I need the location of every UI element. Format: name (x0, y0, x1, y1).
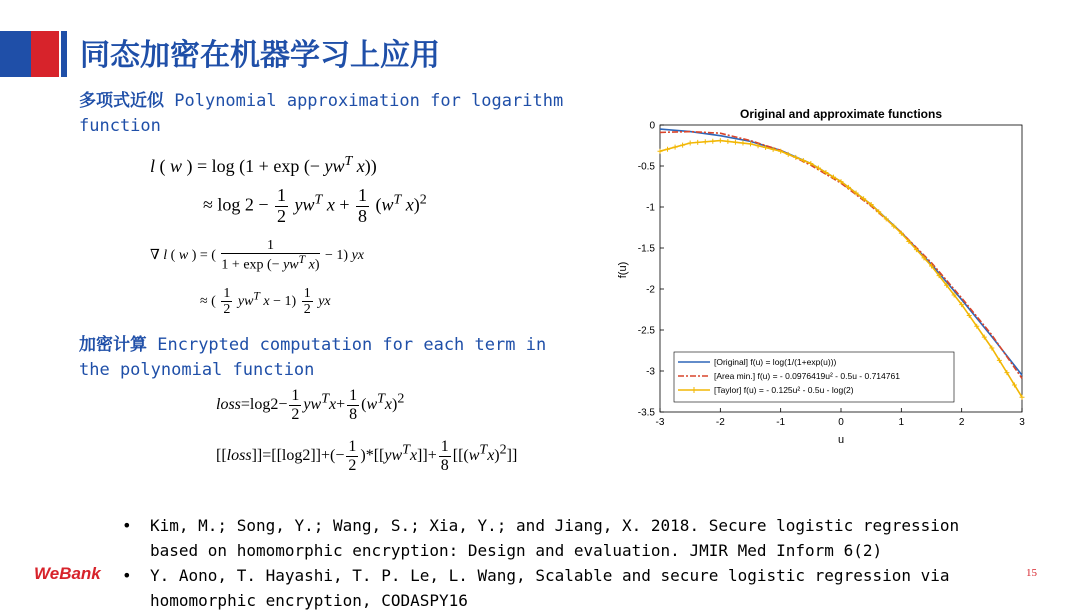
header-bar-divider (61, 31, 67, 77)
bullet: • (122, 516, 132, 535)
section-polynomial-en: Polynomial approximation for logarithm function (79, 91, 564, 136)
equation-gradient-approx: ≈ ( $\frac{1}{2}$ $yw^T$ x − 1) $\frac{1}{2}$ yx (200, 286, 331, 318)
y-tick-label: -3.5 (637, 407, 655, 419)
legend-label: [Original] f(u) = log(1/(1+exp(u))) (714, 357, 837, 367)
legend-label: [Taylor] f(u) = - 0.125u² - 0.5u - log(2) (714, 385, 854, 395)
reference-item (122, 563, 1012, 613)
equation-loss: l ( w ) = log (1 + exp (− $yw^T$ x)) (150, 154, 377, 176)
chart-ylabel: f(u) (617, 261, 629, 279)
y-tick-label: 0 (649, 120, 655, 132)
page-title: 同态加密在机器学习上应用 (80, 38, 440, 73)
y-tick-label: -0.5 (637, 161, 655, 173)
section-polynomial-cn: 多项式近似 (79, 91, 164, 111)
header-bar-blue (0, 31, 31, 77)
x-tick-label: 0 (838, 417, 844, 428)
equation-loss-plain: loss=log2− $\frac{1}{2}$ $yw^Tx+$ $\frac{1}{8}$ $(w^Tx)^2$ (216, 387, 405, 423)
y-tick-label: -2.5 (637, 325, 655, 337)
x-tick-label: 1 (898, 417, 905, 428)
x-tick-label: -3 (655, 417, 665, 428)
x-tick-label: -2 (715, 417, 725, 428)
section-encrypted-en: Encrypted computation for each term in the polynomial function (79, 335, 547, 380)
x-tick-label: 2 (958, 417, 965, 428)
equation-loss-encrypted: [[loss]]=[[log2]]+(− $\frac{1}{2}$ )$*[[yw^Tx]]+$ $\frac{1}{8}$ $[[(w^Tx)^2]]$ (216, 438, 518, 474)
equation-loss-approx: ≈ log 2 − $\frac{1}{2}$ $yw^T$ x + $\frac{1}{8}$ ($w^T$ x)$^2$ (203, 185, 427, 226)
equation-gradient: ∇ l ( w ) = ( $\frac{1}{1 + \exp (- yw^T x)}$ − 1) yx (150, 238, 365, 274)
webank-logo: WeBank (34, 564, 101, 583)
y-tick-label: -1 (646, 202, 655, 214)
legend-label: [Area min.] f(u) = - 0.0976419u² - 0.5u - 0.714761 (714, 371, 900, 381)
reference-text: Y. Aono, T. Hayashi, T. P. Le, L. Wang, Scalable and secure logistic regression via homomorphic encryption, CODASPY16 (150, 566, 950, 610)
chart-xlabel: u (837, 434, 845, 446)
y-tick-label: -3 (646, 366, 655, 378)
section-encrypted-cn: 加密计算 (79, 335, 147, 355)
x-tick-label: -1 (776, 417, 786, 428)
section-encrypted-heading (79, 333, 579, 383)
y-tick-label: -1.5 (637, 243, 655, 255)
page-number: 15 (1026, 567, 1037, 579)
chart-title: Original and approximate functions (739, 107, 943, 121)
section-polynomial-heading (79, 89, 599, 139)
approximation-chart (612, 100, 1042, 450)
y-tick-label: -2 (646, 284, 655, 296)
references-list (122, 513, 1012, 613)
bullet: • (122, 566, 132, 585)
header-bar-red (31, 31, 59, 77)
x-tick-label: 3 (1019, 417, 1025, 428)
reference-item (122, 513, 1012, 563)
reference-text: Kim, M.; Song, Y.; Wang, S.; Xia, Y.; and Jiang, X. 2018. Secure logistic regression based on homomorphic encryption: Design and evaluation. JMIR Med Inform 6(2) (150, 516, 960, 560)
